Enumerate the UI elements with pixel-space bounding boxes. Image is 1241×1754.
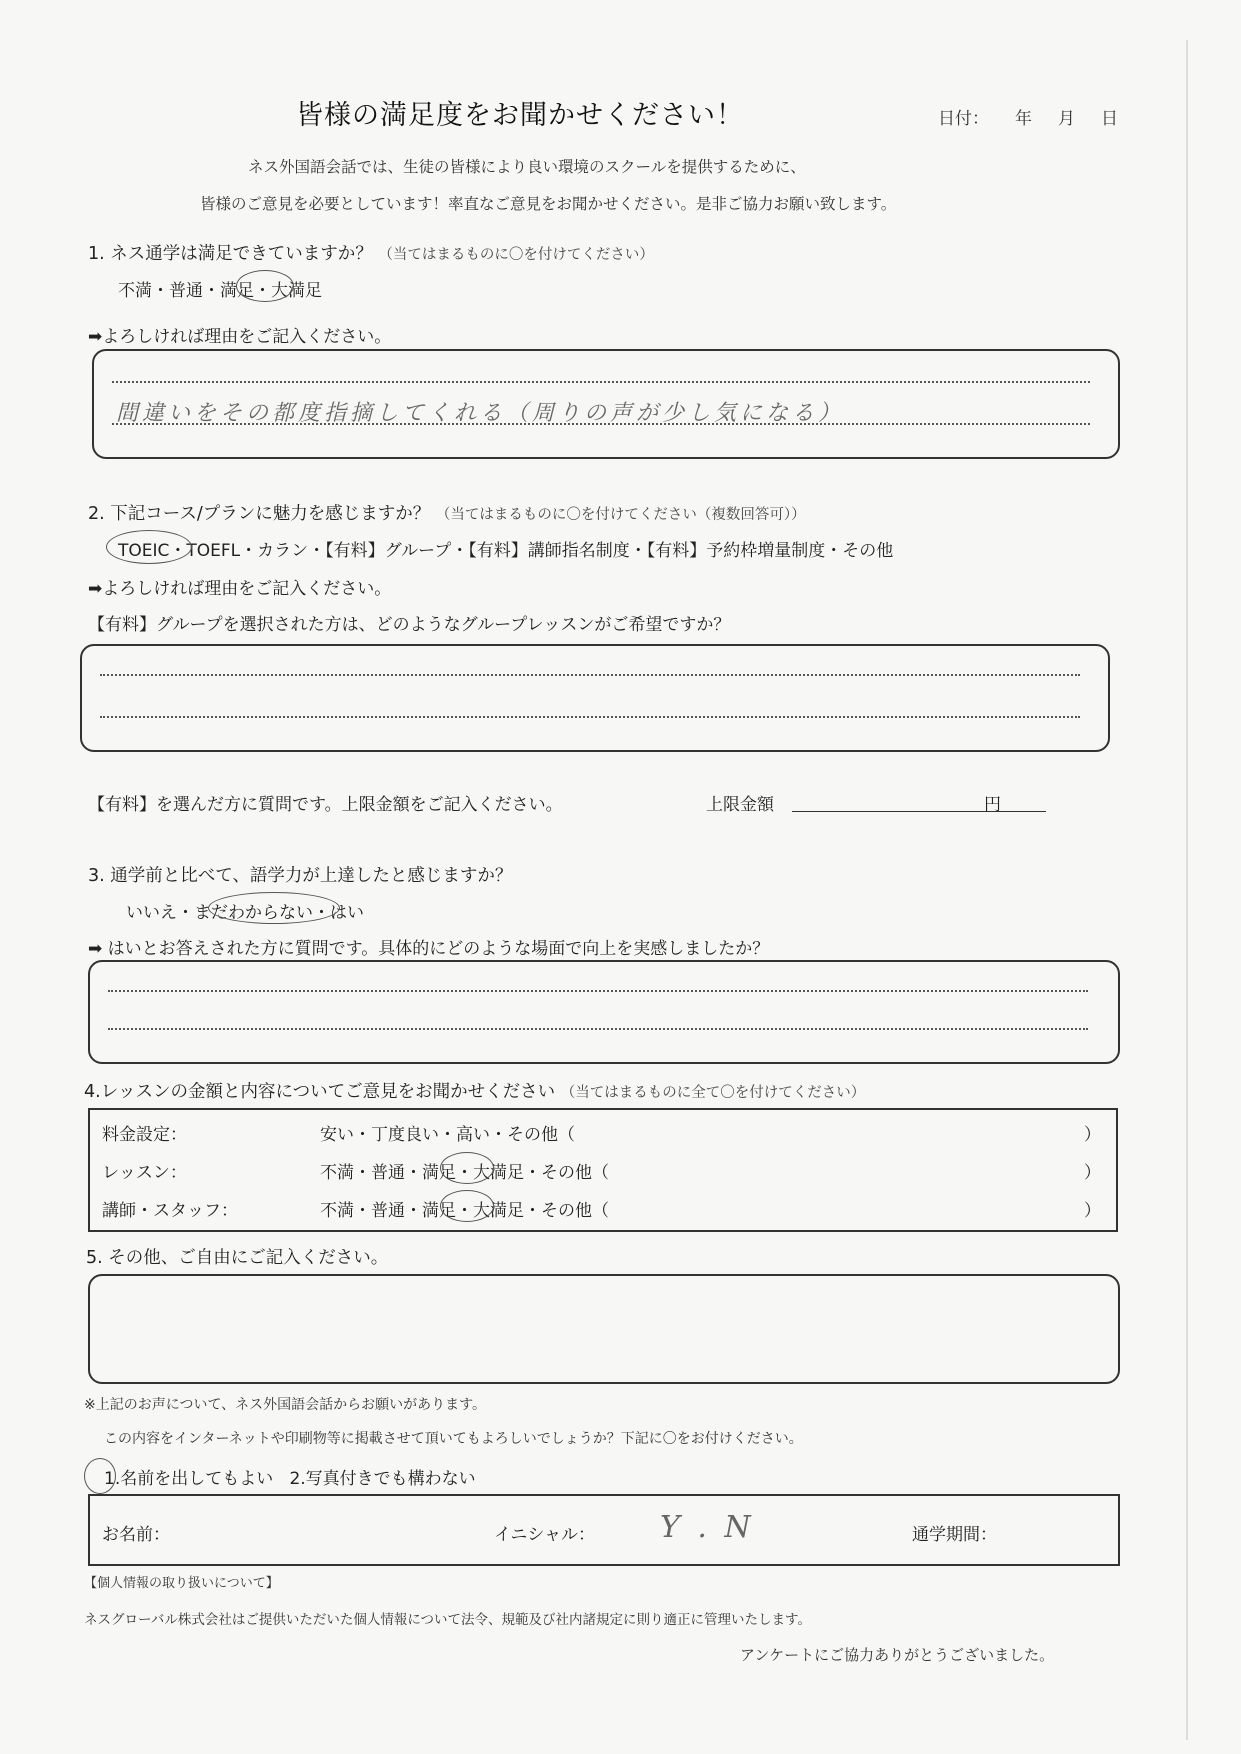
q4-question (84, 1078, 865, 1103)
consent-option-1: 1.名前を出してもよい (104, 1469, 274, 1489)
scan-edge (1186, 40, 1188, 1740)
q4-staff-selected-circle (440, 1190, 494, 1222)
q2-answer-box (80, 644, 1110, 752)
q3-dotted-line-2 (108, 1028, 1088, 1030)
q4-row-price-options: 安い・丁度良い・高い・その他（ (320, 1125, 575, 1145)
q3-followup: ➡ はいとお答えされた方に質問です。具体的にどのような場面で向上を実感しましたか？ (88, 939, 770, 959)
q2-budget-underline (792, 811, 1046, 812)
q3-question: 3. 通学前と比べて、語学力が上達したと感じますか？ (88, 866, 513, 886)
name-label: お名前： (102, 1525, 170, 1545)
date-month: 月 (1058, 109, 1075, 129)
date-label: 日付： (938, 109, 989, 129)
q3-answer-box (88, 960, 1120, 1064)
q2-dotted-line-1 (100, 674, 1080, 676)
q1-selected-circle (236, 270, 294, 302)
q3-dotted-line-1 (108, 990, 1088, 992)
q4-lesson-selected-circle (440, 1152, 494, 1184)
q4-row-staff-close: ） (1084, 1201, 1101, 1221)
q1-dotted-line-1 (112, 381, 1090, 383)
q2-note: （当てはまるものに〇を付けてください（複数回答可）） (435, 507, 806, 523)
q2-reason-prompt: ➡よろしければ理由をご記入ください。 (88, 579, 392, 599)
q3-options: いいえ・まだわからない・はい (126, 903, 364, 923)
q1-note: （当てはまるものに〇を付けてください） (378, 247, 654, 263)
q1-reason-prompt: ➡よろしければ理由をご記入ください。 (88, 327, 392, 347)
q2-options: TOEIC・TOEFL・カラン・【有料】グループ・【有料】講師指名制度・【有料】予約枠増量制度・その他 (118, 541, 894, 561)
q4-row-price-label: 料金設定： (102, 1125, 187, 1145)
consent-option-2: 2.写真付きでも構わない (289, 1469, 476, 1489)
q1-question-text: 1. ネス通学は満足できていますか？ (88, 244, 373, 264)
q1-options: 不満・普通・満足・大満足 (118, 281, 322, 301)
q2-selected-circle (106, 530, 192, 564)
consent-options (104, 1464, 476, 1489)
privacy-heading: 【個人情報の取り扱いについて】 (84, 1576, 279, 1591)
initial-label: イニシャル： (494, 1525, 595, 1545)
consent-note-1: ※上記のお声について、ネス外国語会話からお願いがあります。 (84, 1397, 487, 1413)
q4-row-staff-label: 講師・スタッフ： (102, 1201, 238, 1221)
page-title: 皆様の満足度をお聞かせください！ (296, 100, 744, 131)
q2-question (88, 500, 806, 525)
q5-question: 5. その他、ご自由にご記入ください。 (86, 1248, 389, 1268)
q4-row-lesson-options: 不満・普通・満足・大満足・その他（ (320, 1163, 609, 1183)
q2-dotted-line-2 (100, 716, 1080, 718)
q4-row-lesson-close: ） (1084, 1163, 1101, 1183)
intro-line-1: ネス外国語会話では、生徒の皆様により良い環境のスクールを提供するために、 (248, 158, 806, 176)
date-field (938, 104, 1118, 129)
q2-budget-prompt: 【有料】を選んだ方に質問です。上限金額をご記入ください。 (88, 795, 563, 815)
period-label: 通学期間： (912, 1525, 997, 1545)
date-day: 日 (1101, 109, 1118, 129)
q1-handwritten-answer: 間違いをその都度指摘してくれる（周りの声が少し気になる） (116, 401, 845, 426)
q4-question-text: 4.レッスンの金額と内容についてご意見をお聞かせください (84, 1082, 556, 1102)
q3-selected-circle (208, 892, 340, 924)
date-year: 年 (1015, 109, 1032, 129)
q2-budget-label: 上限金額 (706, 795, 774, 815)
q4-row-staff-options: 不満・普通・満足・大満足・その他（ (320, 1201, 609, 1221)
q2-group-prompt: 【有料】グループを選択された方は、どのようなグループレッスンがご希望ですか？ (88, 615, 731, 635)
q4-row-lesson-label: レッスン： (102, 1163, 187, 1183)
q1-answer-box (92, 349, 1120, 459)
thanks-message: アンケートにご協力ありがとうございました。 (740, 1646, 1055, 1664)
q4-row-price-close: ） (1084, 1125, 1101, 1145)
intro-line-2: 皆様のご意見を必要としています！率直なご意見をお聞かせください。是非ご協力お願い致します。 (200, 195, 897, 213)
consent-note-2: この内容をインターネットや印刷物等に掲載させて頂いてもよろしいでしょうか？下記に〇をお付けください。 (104, 1431, 803, 1447)
privacy-text: ネスグローバル株式会社はご提供いただいた個人情報について法令、規範及び社内諸規定に則り適正に管理いたします。 (84, 1612, 811, 1628)
consent-selected-circle (84, 1458, 116, 1494)
q2-budget-unit: 円 (984, 795, 1001, 815)
q1-question (88, 240, 654, 265)
q2-question-text: 2. 下記コース/プランに魅力を感じますか？ (88, 504, 431, 524)
initial-handwritten-value: Y . N (660, 1510, 755, 1545)
q4-note: （当てはまるものに全て〇を付けてください） (560, 1085, 866, 1101)
q5-answer-box (88, 1274, 1120, 1384)
